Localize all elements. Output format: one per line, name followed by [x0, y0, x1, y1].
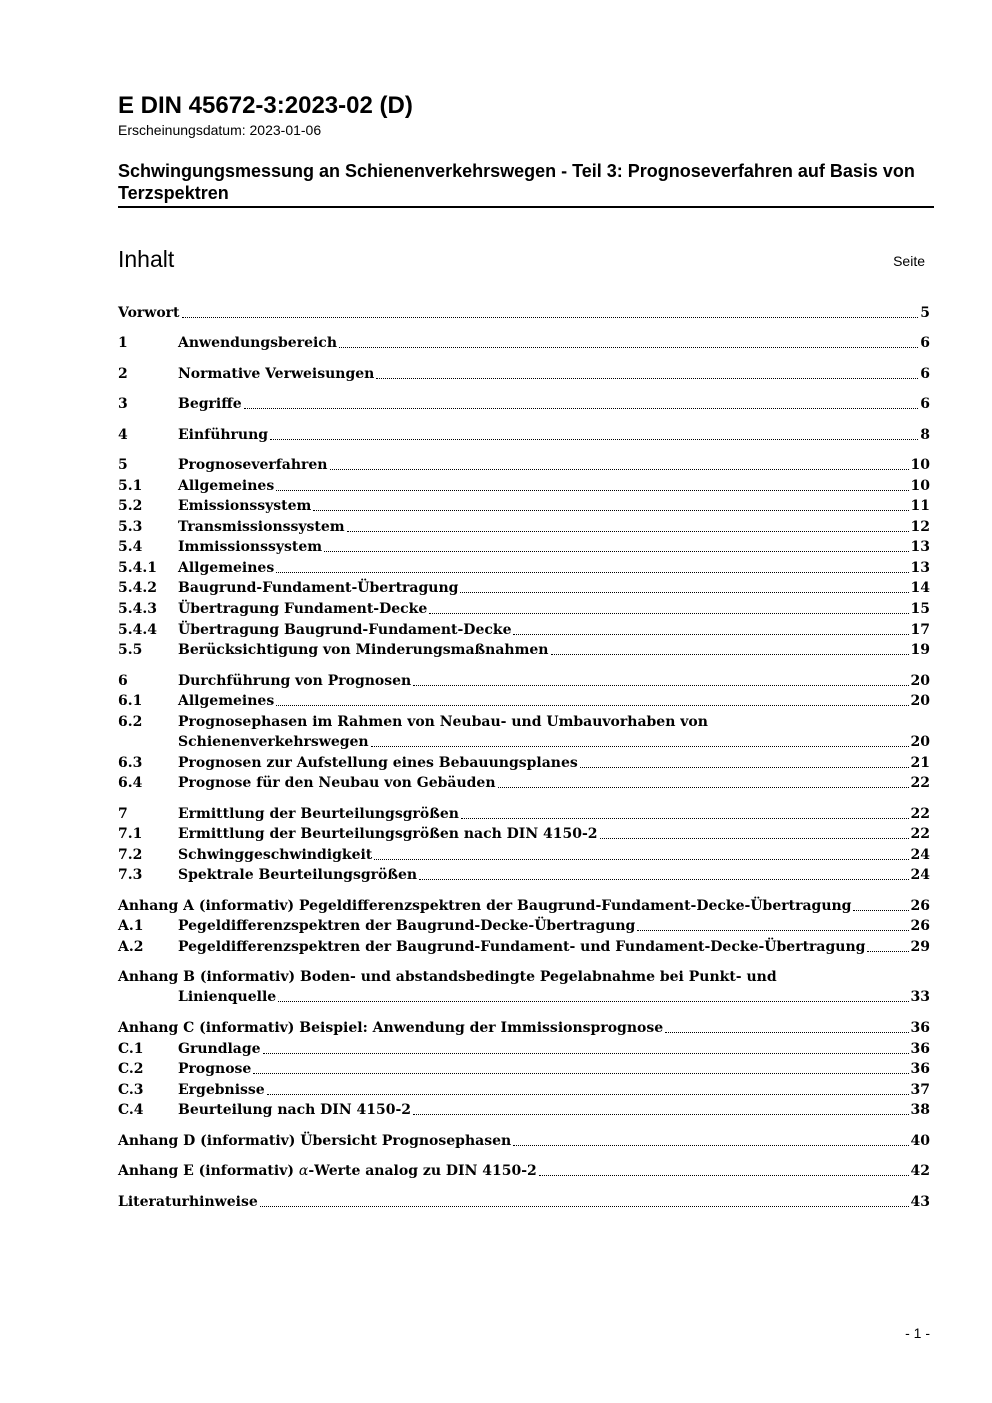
- toc-entry-label: [178, 365, 374, 383]
- toc-entry-page: 8: [920, 427, 930, 443]
- toc-entry-number: 5.4.3: [118, 601, 157, 617]
- toc-entry-label-text: Anwendungsbereich: [178, 335, 337, 351]
- toc-entry-page: 26: [910, 918, 930, 934]
- toc-entry-number: 5.4.4: [118, 622, 157, 638]
- toc-entry-label: [178, 866, 417, 884]
- toc-entry-label: [178, 538, 322, 556]
- toc-entry-label-text: Pegeldifferenzspektren der Baugrund-Decke-Übertragung: [178, 918, 636, 934]
- toc-entry-page: 20: [910, 673, 930, 689]
- toc-entry-label: [118, 1162, 537, 1180]
- toc-entry-page: 21: [910, 755, 930, 771]
- toc-entry[interactable]: [118, 752, 930, 772]
- toc-entry-label-text: Anhang B (informativ) Boden- und abstandsbedingte Pegelabnahme bei Punkt- und: [118, 969, 777, 985]
- toc-entry-number: 5.4.2: [118, 580, 157, 596]
- dot-leader: [260, 1206, 909, 1207]
- toc-entry-label-text: Anhang A (informativ) Pegeldifferenzspektren der Baugrund-Fundament-Decke-Übertragung: [118, 898, 852, 914]
- toc-entry-page: 6: [920, 396, 930, 412]
- dot-leader: [339, 347, 918, 348]
- toc-entry-label: [178, 805, 459, 823]
- toc-entry-label: [118, 897, 851, 915]
- toc-entry-label-text: Transmissionssystem: [178, 519, 345, 535]
- toc-entry-number: 6.3: [118, 755, 143, 771]
- toc-entry-page: 12: [910, 519, 930, 535]
- toc-entry-page: 20: [910, 693, 930, 709]
- alpha-symbol: α: [298, 1163, 309, 1179]
- dot-leader: [419, 879, 908, 880]
- toc-entry-number: 6.1: [118, 693, 143, 709]
- toc-entry-label-text: Schwinggeschwindigkeit: [178, 847, 373, 863]
- toc-entry-number: C.4: [118, 1102, 144, 1118]
- toc-entry-label: [118, 733, 369, 751]
- toc-entry-number: A.1: [118, 918, 144, 934]
- toc-entry-label: [178, 497, 311, 515]
- toc-entry-page: 6: [920, 366, 930, 382]
- dot-leader: [461, 818, 909, 819]
- toc-entry[interactable]: [118, 1191, 930, 1211]
- toc-entry-label: [178, 938, 865, 956]
- toc-entry[interactable]: [118, 823, 930, 843]
- toc-entry-label: [178, 713, 708, 731]
- toc-entry-label: [178, 477, 274, 495]
- toc-entry-page: 11: [910, 498, 930, 514]
- toc-entry-label: [118, 1019, 663, 1037]
- toc-entry-number: 6.2: [118, 714, 143, 730]
- toc-entry[interactable]: [118, 864, 930, 884]
- toc-entry[interactable]: [118, 332, 930, 352]
- toc-entry-label: [178, 754, 578, 772]
- dot-leader: [513, 1145, 908, 1146]
- toc-entry-label-text: Prognoseverfahren: [178, 457, 328, 473]
- toc-entry[interactable]: [118, 598, 930, 618]
- toc-entry-label-text: Übertragung Baugrund-Fundament-Decke: [178, 622, 512, 638]
- toc-entry[interactable]: [118, 393, 930, 413]
- toc-entry-label-text: Vorwort: [118, 305, 180, 321]
- toc-entry-label-text: Übertragung Fundament-Decke: [178, 601, 428, 617]
- toc-entry[interactable]: [118, 1079, 930, 1099]
- toc-entry[interactable]: [118, 803, 930, 823]
- dot-leader: [580, 767, 909, 768]
- toc-entry-page: 29: [910, 939, 930, 955]
- dot-leader: [376, 378, 918, 379]
- toc-entry-label-text: Grundlage: [178, 1041, 261, 1057]
- toc-entry[interactable]: [118, 639, 930, 659]
- toc-entry-page: 10: [910, 457, 930, 473]
- toc-entry-label-text: Prognose für den Neubau von Gebäuden: [178, 775, 496, 791]
- toc-entry-page: 17: [910, 622, 930, 638]
- dot-leader: [253, 1073, 908, 1074]
- toc-entry-label-text: Immissionssystem: [178, 539, 323, 555]
- toc-entry[interactable]: [118, 1058, 930, 1078]
- toc-entry-label: [178, 1040, 261, 1058]
- toc-entry[interactable]: [118, 424, 930, 444]
- toc-entry-label: [178, 600, 427, 618]
- dot-leader: [267, 1094, 909, 1095]
- toc-entry-page: 40: [910, 1133, 930, 1149]
- publication-date: Erscheinungsdatum: 2023-01-06: [118, 122, 322, 138]
- dot-leader: [278, 1001, 908, 1002]
- document-subtitle: Schwingungsmessung an Schienenverkehrswegen - Teil 3: Prognoseverfahren auf Basis von Terzspektren: [118, 160, 934, 208]
- toc-entry-number: 2: [118, 366, 128, 382]
- toc-entry-label: [118, 1132, 511, 1150]
- toc-entry[interactable]: [118, 711, 930, 731]
- toc-entry-label-tail: -Werte analog zu DIN 4150-2: [308, 1163, 537, 1179]
- dot-leader: [276, 490, 908, 491]
- toc-entry-number: 5.1: [118, 478, 143, 494]
- dot-leader: [665, 1032, 908, 1033]
- toc-entry-label: [118, 968, 777, 986]
- toc-entry-number: C.1: [118, 1041, 144, 1057]
- toc-entry-number: 5.5: [118, 642, 143, 658]
- toc-entry-page: 19: [910, 642, 930, 658]
- toc-entry-label: [178, 426, 268, 444]
- toc-entry-page: 15: [910, 601, 930, 617]
- toc-entry-page: 10: [910, 478, 930, 494]
- toc-entry-number: 5.3: [118, 519, 143, 535]
- toc-entry[interactable]: [118, 454, 930, 474]
- toc-entry-label-text: Emissionssystem: [178, 498, 312, 514]
- toc-entry-label-text: Anhang E (informativ): [118, 1163, 299, 1179]
- toc-entry-label: [178, 692, 274, 710]
- document-title: E DIN 45672-3:2023-02 (D): [118, 92, 413, 119]
- dot-leader: [347, 531, 909, 532]
- toc-entry[interactable]: [118, 915, 930, 935]
- toc-entry[interactable]: [118, 1038, 930, 1058]
- page-number: - 1 -: [905, 1325, 930, 1341]
- toc-entry-label: [178, 641, 549, 659]
- toc-entry-page: 26: [910, 898, 930, 914]
- toc-entry-label: [178, 1060, 251, 1078]
- toc-entry-number: C.2: [118, 1061, 144, 1077]
- toc-entry[interactable]: [118, 936, 930, 956]
- toc-entry-label: [178, 518, 345, 536]
- toc-entry[interactable]: [118, 844, 930, 864]
- toc-entry[interactable]: [118, 772, 930, 792]
- dot-leader: [330, 469, 909, 470]
- toc-entry[interactable]: [118, 895, 930, 915]
- toc-entry-number: 5: [118, 457, 128, 473]
- toc-entry-label-text: Begriffe: [178, 396, 242, 412]
- toc-entry-label: [178, 334, 337, 352]
- toc-entry-label-text: Spektrale Beurteilungsgrößen: [178, 867, 418, 883]
- toc-entry-number: 7.2: [118, 847, 143, 863]
- toc-entry-label-text: Beurteilung nach DIN 4150-2: [178, 1102, 412, 1118]
- toc-entry-label-text: Schienenverkehrswegen: [178, 734, 369, 750]
- dot-leader: [182, 317, 919, 318]
- toc-entry-number: 3: [118, 396, 128, 412]
- toc-entry-page: 38: [910, 1102, 930, 1118]
- dot-leader: [539, 1175, 909, 1176]
- toc-entry-label-text: Baugrund-Fundament-Übertragung: [178, 580, 459, 596]
- toc-entry[interactable]: [118, 516, 930, 536]
- toc-heading: Inhalt: [118, 246, 175, 272]
- toc-entry-number: 5.2: [118, 498, 143, 514]
- toc-entry-label-text: Prognosephasen im Rahmen von Neubau- und Umbauvorhaben von: [178, 714, 708, 730]
- toc-entry-label-text: Ermittlung der Beurteilungsgrößen: [178, 806, 459, 822]
- toc-entry[interactable]: [118, 619, 930, 639]
- toc-entry[interactable]: [118, 302, 930, 322]
- toc-entry-number: 1: [118, 335, 128, 351]
- dot-leader: [313, 510, 908, 511]
- toc-entry-number: 7.3: [118, 867, 143, 883]
- dot-leader: [853, 910, 908, 911]
- toc-entry-page: 36: [910, 1041, 930, 1057]
- dot-leader: [413, 1114, 908, 1115]
- toc-entry-label-text: Allgemeines: [178, 693, 275, 709]
- dot-leader: [263, 1053, 909, 1054]
- toc-entry-page: 36: [910, 1061, 930, 1077]
- toc-entry-page: 22: [910, 775, 930, 791]
- toc-entry[interactable]: [118, 986, 930, 1006]
- toc-entry-page: 36: [910, 1020, 930, 1036]
- dot-leader: [276, 572, 908, 573]
- toc-entry-label-text: Prognose: [178, 1061, 252, 1077]
- toc-entry-number: 6.4: [118, 775, 143, 791]
- toc-entry-label-text: Ermittlung der Beurteilungsgrößen nach DIN 4150-2: [178, 826, 598, 842]
- dot-leader: [498, 787, 909, 788]
- toc-entry-label-text: Anhang C (informativ) Beispiel: Anwendung der Immissionsprognose: [118, 1020, 664, 1036]
- dot-leader: [244, 408, 919, 409]
- toc-entry-page: 33: [910, 989, 930, 1005]
- dot-leader: [371, 746, 909, 747]
- toc-entry-page: 42: [910, 1163, 930, 1179]
- toc-entry-label-text: Einführung: [178, 427, 269, 443]
- toc-entry[interactable]: [118, 731, 930, 751]
- toc-entry-number: 7: [118, 806, 128, 822]
- toc-entry[interactable]: [118, 670, 930, 690]
- toc-entry[interactable]: [118, 1099, 930, 1119]
- toc-entry-number: 5.4: [118, 539, 143, 555]
- toc-entry-page: 22: [910, 826, 930, 842]
- dot-leader: [374, 859, 908, 860]
- toc-entry-label-text: Ergebnisse: [178, 1082, 265, 1098]
- toc-entry-label: [178, 1101, 411, 1119]
- dot-leader: [551, 654, 909, 655]
- toc-entry[interactable]: [118, 690, 930, 710]
- toc-entry-label: [178, 621, 511, 639]
- toc-entry-number: A.2: [118, 939, 144, 955]
- toc-entry-page: 22: [910, 806, 930, 822]
- toc-entry-page: 37: [910, 1082, 930, 1098]
- toc-entry-page: 20: [910, 734, 930, 750]
- toc-entry-page: 24: [910, 867, 930, 883]
- dot-leader: [324, 551, 908, 552]
- toc-entry[interactable]: [118, 536, 930, 556]
- toc-entry-label-text: Pegeldifferenzspektren der Baugrund-Fundament- und Fundament-Decke-Übertragung: [178, 939, 866, 955]
- toc-entry-label: [178, 672, 411, 690]
- toc-entry-label: [178, 395, 242, 413]
- toc-entry-label-text: Durchführung von Prognosen: [178, 673, 412, 689]
- toc-entry-label: [118, 1193, 258, 1211]
- toc-entry-label-text: Prognosen zur Aufstellung eines Bebauungsplanes: [178, 755, 578, 771]
- toc-entry-page: 6: [920, 335, 930, 351]
- toc-entry-number: 4: [118, 427, 128, 443]
- toc-entry-label: [178, 579, 458, 597]
- toc-entry-label-text: Normative Verweisungen: [178, 366, 375, 382]
- toc-entry[interactable]: [118, 475, 930, 495]
- toc-entry-page: 5: [920, 305, 930, 321]
- toc-entry-label: [118, 304, 180, 322]
- toc-entry[interactable]: [118, 557, 930, 577]
- dot-leader: [276, 705, 908, 706]
- toc-entry-number: 5.4.1: [118, 560, 157, 576]
- toc-entry-page: 14: [910, 580, 930, 596]
- toc-entry-label: [118, 988, 276, 1006]
- dot-leader: [637, 930, 908, 931]
- toc-entry-number: C.3: [118, 1082, 144, 1098]
- dot-leader: [413, 685, 908, 686]
- toc-entry[interactable]: [118, 363, 930, 383]
- toc-entry-page: 13: [910, 560, 930, 576]
- toc-entry-label-text: Literaturhinweise: [118, 1194, 258, 1210]
- dot-leader: [513, 634, 908, 635]
- toc-entry-page: 24: [910, 847, 930, 863]
- toc-entry-page: 43: [910, 1194, 930, 1210]
- toc-entry[interactable]: [118, 966, 930, 986]
- toc-entry[interactable]: [118, 1130, 930, 1150]
- toc-entry-label-text: Anhang D (informativ) Übersicht Prognosephasen: [118, 1133, 512, 1149]
- toc-entry-page: 13: [910, 539, 930, 555]
- toc-entry[interactable]: [118, 495, 930, 515]
- toc-entry-label: [178, 846, 372, 864]
- toc-entry-label-text: Allgemeines: [178, 478, 275, 494]
- dot-leader: [270, 439, 918, 440]
- dot-leader: [600, 838, 909, 839]
- toc-entry-label-text: Berücksichtigung von Minderungsmaßnahmen: [178, 642, 549, 658]
- toc-entry-label: [178, 456, 328, 474]
- toc-entry-label: [178, 917, 635, 935]
- toc-entry[interactable]: [118, 577, 930, 597]
- toc-entry-label: [178, 559, 274, 577]
- dot-leader: [460, 592, 908, 593]
- dot-leader: [867, 951, 908, 952]
- toc-entry-number: 6: [118, 673, 128, 689]
- toc-entry-label-text: Allgemeines: [178, 560, 275, 576]
- toc-entry[interactable]: [118, 1017, 930, 1037]
- page-column-label: Seite: [893, 253, 925, 269]
- toc-entry-label: [178, 774, 496, 792]
- toc-entry-number: 7.1: [118, 826, 143, 842]
- toc-entry-label: [178, 825, 598, 843]
- toc-entry[interactable]: [118, 1160, 930, 1180]
- toc-entry-label-text: Linienquelle: [178, 989, 277, 1005]
- dot-leader: [429, 613, 908, 614]
- toc-entry-label: [178, 1081, 265, 1099]
